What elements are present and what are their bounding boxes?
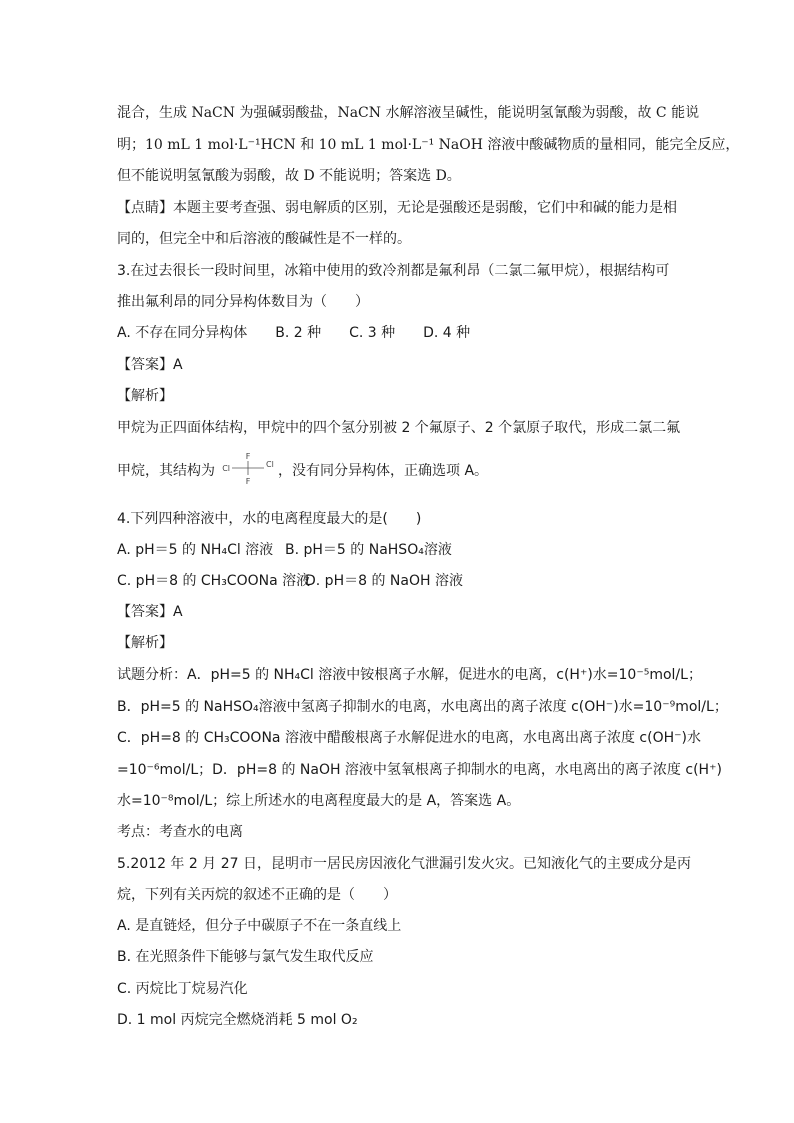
q3-options: A. 不存在同分异构体 B. 2 种 C. 3 种 D. 4 种 [117,325,471,341]
q2-comment-line-2: 同的，但完全中和后溶液的酸碱性是不一样的。 [117,231,411,247]
q4-analysis-line-5: 水=10⁻⁸mol/L；综上所述水的电离程度最大的是 A，答案选 A。 [117,793,521,809]
q4-option-d: D. pH＝8 的 NaOH 溶液 [305,573,463,589]
q5-option-d: D. 1 mol 丙烷完全燃烧消耗 5 mol O₂ [117,1012,358,1028]
q3-stem-line-1: 3.在过去很长一段时间里，冰箱中使用的致冷剂都是氟利昂（二氯二氟甲烷），根据结构可 [117,263,670,279]
q2-tail-line-1: 混合，生成 NaCN 为强碱弱酸盐，NaCN 水解溶液呈碱性，能说明氢氰酸为弱酸，故 C 能说 [117,105,700,121]
structure-label-left: Cl [222,464,230,473]
q3-analysis-title: 【解析】 [117,388,173,404]
q4-analysis-line-4: =10⁻⁶mol/L；D．pH=8 的 NaOH 溶液中氢氧根离子抑制水的电离，水电离出的离子浓度 c(H⁺) [117,762,722,778]
q5-option-a: A. 是直链烃，但分子中碳原子不在一条直线上 [117,918,402,934]
q3-answer: 【答案】A [117,357,183,373]
q3-analysis-line-2b: ，没有同分异构体，正确选项 A。 [278,463,489,479]
q4-analysis-line-1: 试题分析：A．pH=5 的 NH₄Cl 溶液中铵根离子水解，促进水的电离，c(H⁺)水=10⁻⁵mol/L； [117,667,702,683]
q3-analysis-line-1: 甲烷为正四面体结构，甲烷中的四个氢分别被 2 个氟原子、2 个氯原子取代，形成二氯二氟 [117,420,681,436]
q4-analysis-title: 【解析】 [117,635,173,651]
q5-stem-line-1: 5.2012 年 2 月 27 日，昆明市一居民房因液化气泄漏引发火灾。已知液化气的主要成分是丙 [117,856,691,872]
q4-stem: 4.下列四种溶液中，水的电离程度最大的是( ) [117,511,422,527]
q5-option-c: C. 丙烷比丁烷易汽化 [117,981,248,997]
q4-option-c: C. pH＝8 的 CH₃COONa 溶液 [117,573,311,589]
q5-stem-line-2: 烷，下列有关丙烷的叙述不正确的是（ ） [117,887,397,903]
q2-comment-line-1: 【点睛】本题主要考查强、弱电解质的区别，无论是强酸还是弱酸，它们中和碱的能力是相 [117,200,677,216]
q3-stem-line-2: 推出氟利昂的同分异构体数目为（ ） [117,294,369,310]
q4-analysis-line-3: C．pH=8 的 CH₃COONa 溶液中醋酸根离子水解促进水的电离，水电离出离子浓度 c(OH⁻)水 [117,730,701,746]
q4-answer: 【答案】A [117,604,183,620]
q4-analysis-line-2: B．pH=5 的 NaHSO₄溶液中氢离子抑制水的电离，水电离出的离子浓度 c(OH⁻)水=10⁻⁹mol/L； [117,699,728,715]
q5-option-b: B. 在光照条件下能够与氯气发生取代反应 [117,949,374,965]
structure-label-top: F [245,452,251,461]
q2-tail-line-2: 明；10 mL 1 mol·L⁻¹HCN 和 10 mL 1 mol·L⁻¹ NaOH 溶液中酸碱物质的量相同，能完全反应， [117,137,740,153]
q4-option-b: B. pH＝5 的 NaHSO₄溶液 [285,542,452,558]
q2-tail-line-3: 但不能说明氢氰酸为弱酸，故 D 不能说明；答案选 D。 [117,168,461,184]
structure-label-right: Cl [266,460,274,469]
q4-point: 考点：考查水的电离 [117,824,243,840]
structure-label-bottom: F [245,477,251,485]
q4-option-a: A. pH＝5 的 NH₄Cl 溶液 [117,542,274,558]
dichlorodifluoromethane-structure [218,451,278,485]
q3-analysis-line-2a: 甲烷，其结构为 [117,463,215,479]
